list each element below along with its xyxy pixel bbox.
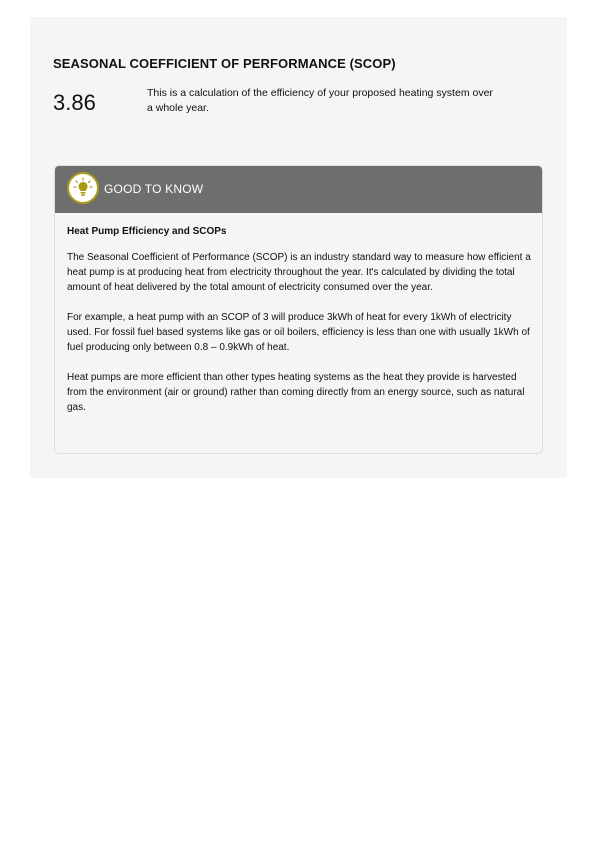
- lightbulb-icon: [67, 172, 99, 204]
- scop-card: [30, 17, 567, 478]
- scop-description: This is a calculation of the efficiency of your proposed heating system over a whole year.: [147, 87, 493, 114]
- scop-value: 3.86: [53, 90, 96, 115]
- info-box-header: [55, 166, 542, 213]
- section-title: SEASONAL COEFFICIENT OF PERFORMANCE (SCOP): [53, 56, 396, 71]
- good-to-know-box: [54, 165, 543, 454]
- info-paragraph: The Seasonal Coefficient of Performance (SCOP) is an industry standard way to measure how efficient a heat pump is at producing heat from electricity throughout the year. It's calculated by dividing the total amount of heat delivered by the total amount of electricity consumed over the year.: [67, 252, 531, 293]
- info-paragraph: For example, a heat pump with an SCOP of 3 will produce 3kWh of heat for every 1kWh of electricity used. For fossil fuel based systems like gas or oil boilers, efficiency is less than one with usually 1kWh of fuel producing only between 0.8 – 0.9kWh of heat.: [67, 312, 530, 353]
- info-paragraph: Heat pumps are more efficient than other types heating systems as the heat they provide is harvested from the environment (air or ground) rather than coming directly from an energy source, such as natural gas.: [67, 372, 525, 413]
- info-box-subtitle: Heat Pump Efficiency and SCOPs: [67, 226, 227, 237]
- info-box-header-label: GOOD TO KNOW: [104, 182, 204, 196]
- info-box-body: [55, 213, 542, 415]
